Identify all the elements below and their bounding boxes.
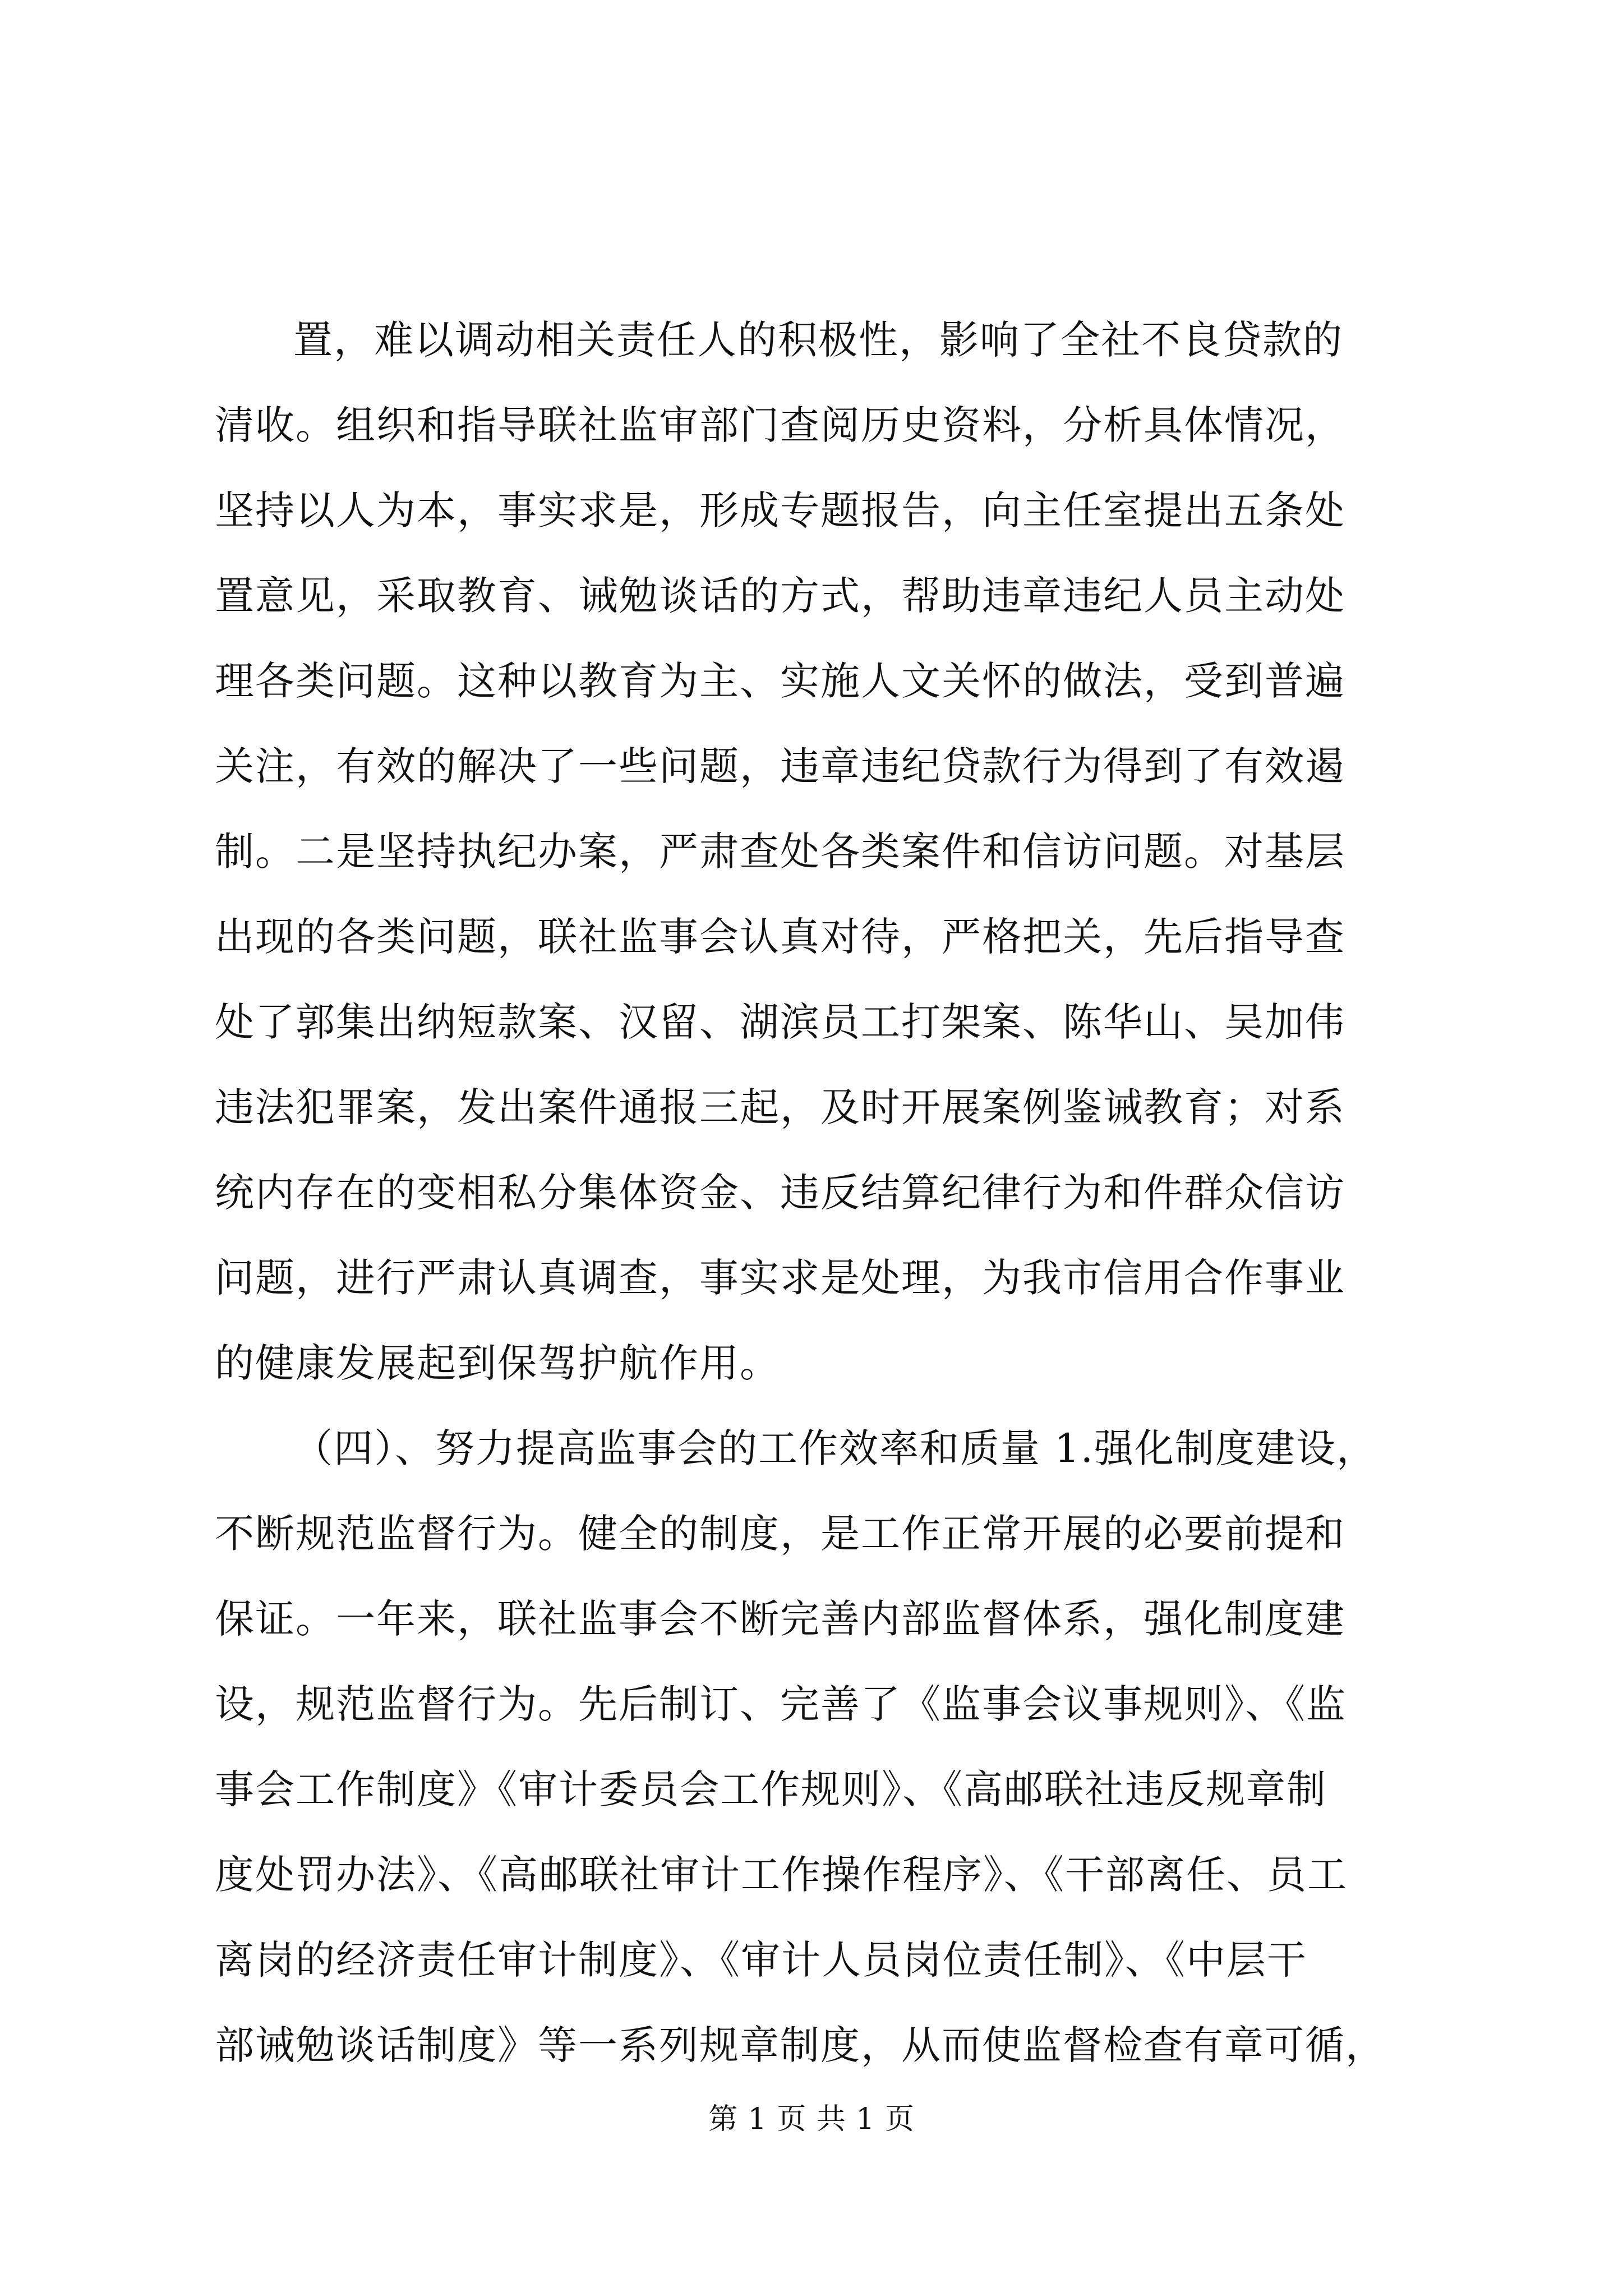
text-line: 关注，有效的解决了一些问题，违章违纪贷款行为得到了有效遏 [215,743,1345,789]
text-line: 理各类问题。这种以教育为主、实施人文关怀的做法，受到普遍 [215,658,1345,704]
text-line: 置意见，采取教育、诫勉谈话的方式，帮助违章违纪人员主动处 [215,573,1345,619]
text-line: 问题，进行严肃认真调查，事实求是处理，为我市信用合作事业 [215,1255,1345,1301]
text-line: 处了郭集出纳短款案、汉留、湖滨员工打架案、陈华山、吴加伟 [215,999,1345,1045]
text-line: 保证。一年来，联社监事会不断完善内部监督体系，强化制度建 [215,1596,1345,1642]
page-footer [0,2097,1623,2142]
text-line: 统内存在的变相私分集体资金、违反结算纪律行为和件群众信访 [215,1170,1345,1216]
text-line: 清收。组织和指导联社监审部门查阅历史资料，分析具体情况， [215,402,1345,448]
page-number: 第 1 页 共 1 页 [708,2102,915,2136]
text-line: 事会工作制度》《审计委员会工作规则》、《高邮联社违反规章制 [215,1766,1327,1812]
body-text [215,297,1416,2088]
text-line: 坚持以人为本，事实求是，形成专题报告，向主任室提出五条处 [215,487,1345,533]
text-line: 的健康发展起到保驾护航作用。 [215,1340,780,1386]
text-line: 置，难以调动相关责任人的积极性，影响了全社不良贷款的 [293,317,1343,363]
text-line: 设，规范监督行为。先后制订、完善了《监事会议事规则》、《监 [215,1681,1347,1727]
text-line: 出现的各类问题，联社监事会认真对待，严格把关，先后指导查 [215,914,1345,960]
text-line: 制。二是坚持执纪办案，严肃查处各类案件和信访问题。对基层 [215,829,1345,875]
text-line: 离岗的经济责任审计制度》、《审计人员岗位责任制》、《中层干 [215,1937,1307,1983]
section-heading-line: （四）、努力提高监事会的工作效率和质量 1.强化制度建设， [293,1425,1377,1471]
text-line: 违法犯罪案，发出案件通报三起，及时开展案例鉴诫教育；对系 [215,1084,1345,1130]
text-line: 不断规范监督行为。健全的制度，是工作正常开展的必要前提和 [215,1511,1345,1557]
text-line: 部诫勉谈话制度》等一系列规章制度，从而使监督检查有章可循， [215,2022,1386,2068]
text-line: 度处罚办法》、《高邮联社审计工作操作程序》、《干部离任、员工 [215,1852,1348,1898]
